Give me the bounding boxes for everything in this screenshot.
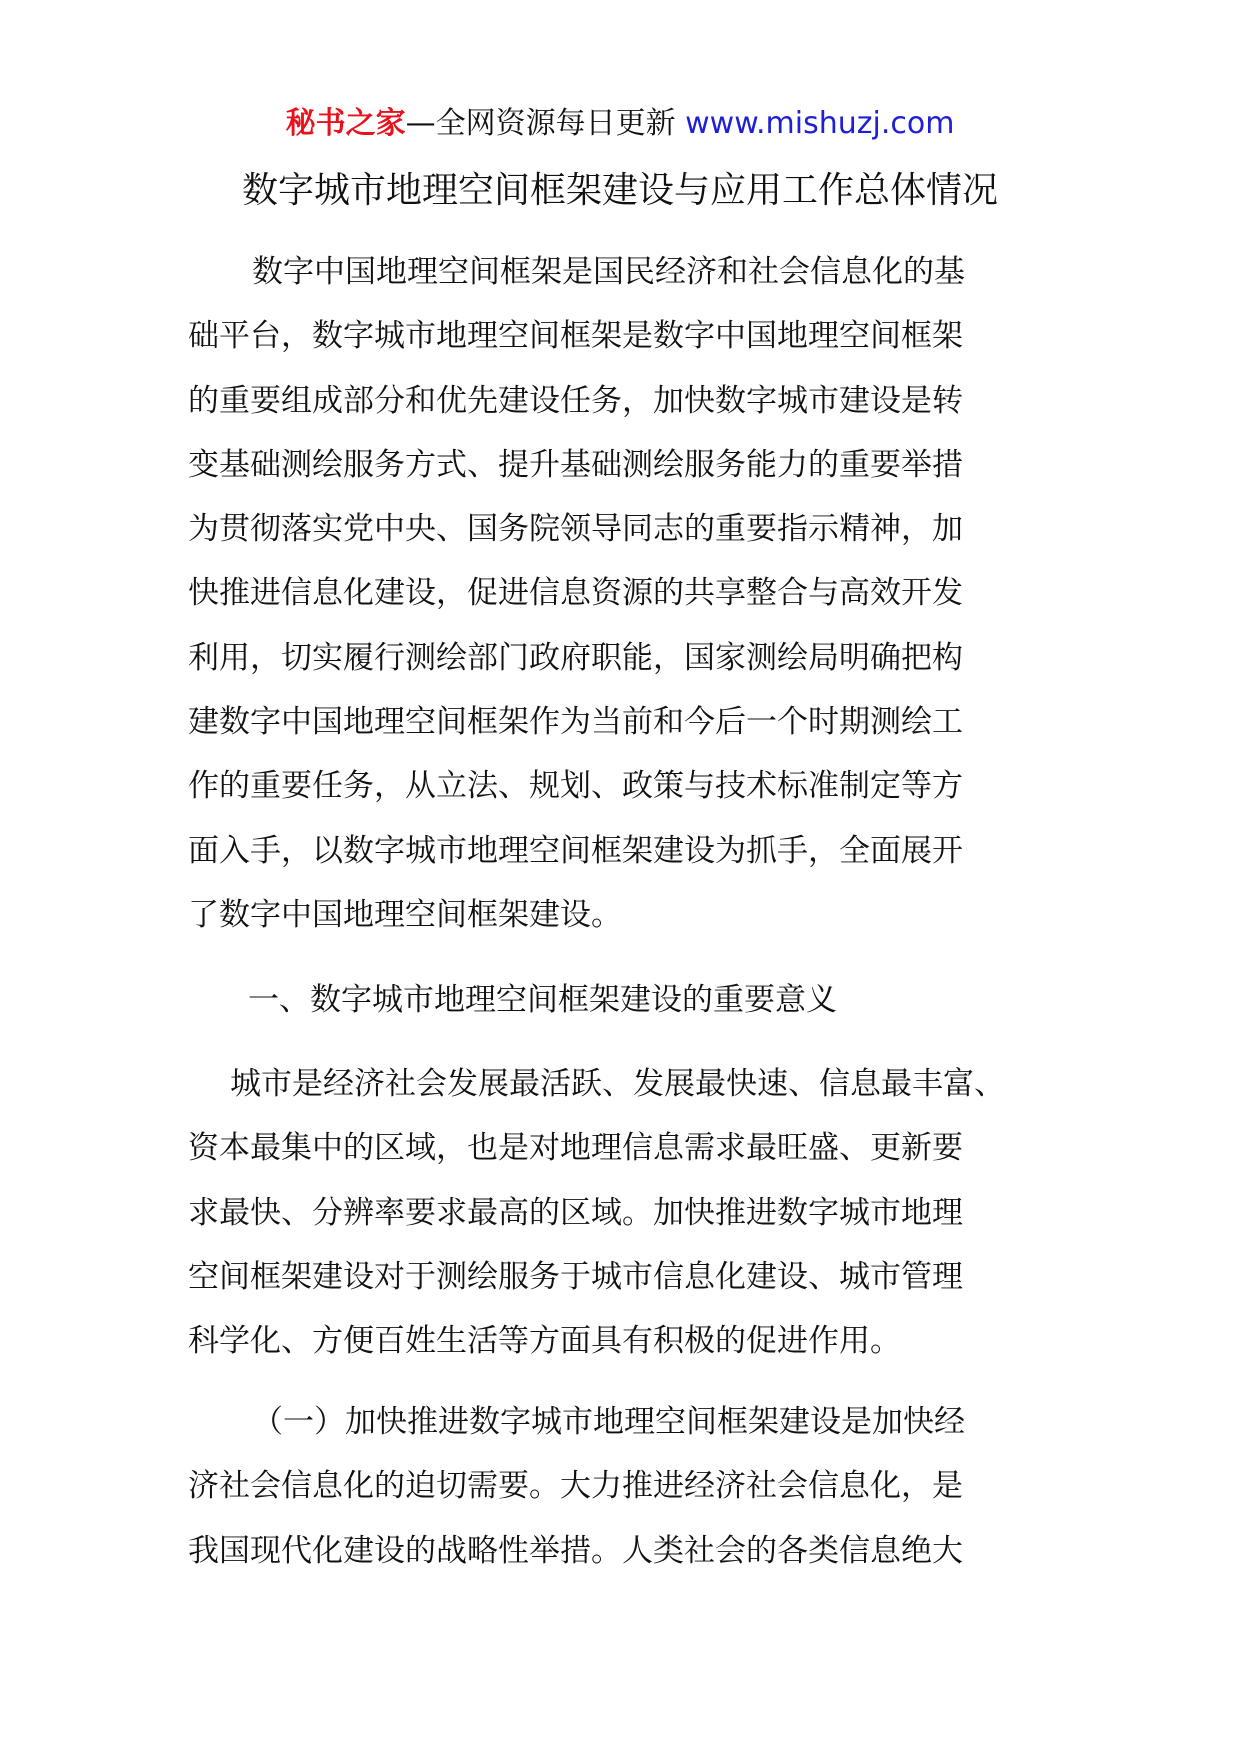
text-line: 面入手，以数字城市地理空间框架建设为抓手，全面展开 [188, 832, 963, 869]
text-line: 变基础测绘服务方式、提升基础测绘服务能力的重要举措 [188, 446, 963, 483]
text-line: 利用，切实履行测绘部门政府职能，国家测绘局明确把构 [188, 639, 963, 676]
site-header [0, 102, 1240, 146]
text-line: 建数字中国地理空间框架作为当前和今后一个时期测绘工 [188, 704, 963, 741]
intro-paragraph [188, 240, 1068, 947]
text-line: 为贯彻落实党中央、国务院领导同志的重要指示精神，加 [188, 511, 963, 548]
subsection-paragraph [188, 1390, 1068, 1583]
text-line: 资本最集中的区域，也是对地理信息需求最旺盛、更新要 [188, 1130, 963, 1167]
brand-name: 秘书之家 [285, 106, 406, 141]
text-line: （一）加快推进数字城市地理空间框架建设是加快经 [252, 1404, 965, 1440]
section1-paragraph [188, 1052, 1068, 1373]
header-slogan: —全网资源每日更新 [405, 106, 676, 141]
text-line: 求最快、分辨率要求最高的区域。加快推进数字城市地理 [188, 1194, 963, 1231]
text-line: 作的重要任务，从立法、规划、政策与技术标准制定等方 [188, 768, 963, 805]
text-line: 空间框架建设对于测绘服务于城市信息化建设、城市管理 [188, 1258, 963, 1295]
text-line: 了数字中国地理空间框架建设。 [188, 896, 622, 933]
text-line: 济社会信息化的迫切需要。大力推进经济社会信息化，是 [188, 1468, 963, 1505]
text-line: 的重要组成部分和优先建设任务，加快数字城市建设是转 [188, 382, 963, 419]
text-line: 我国现代化建设的战略性举措。人类社会的各类信息绝大 [188, 1532, 963, 1569]
document-title: 数字城市地理空间框架建设与应用工作总体情况 [241, 170, 998, 211]
section-heading: 一、数字城市地理空间框架建设的重要意义 [248, 982, 837, 1018]
site-url-link[interactable]: www.mishuzj.com [685, 106, 955, 141]
text-line: 城市是经济社会发展最活跃、发展最快速、信息最丰富、 [230, 1066, 1005, 1102]
text-line: 快推进信息化建设，促进信息资源的共享整合与高效开发 [188, 575, 963, 612]
text-line: 科学化、方便百姓生活等方面具有积极的促进作用。 [188, 1323, 901, 1360]
text-line: 数字中国地理空间框架是国民经济和社会信息化的基 [252, 254, 965, 290]
text-line: 础平台，数字城市地理空间框架是数字中国地理空间框架 [188, 318, 963, 355]
